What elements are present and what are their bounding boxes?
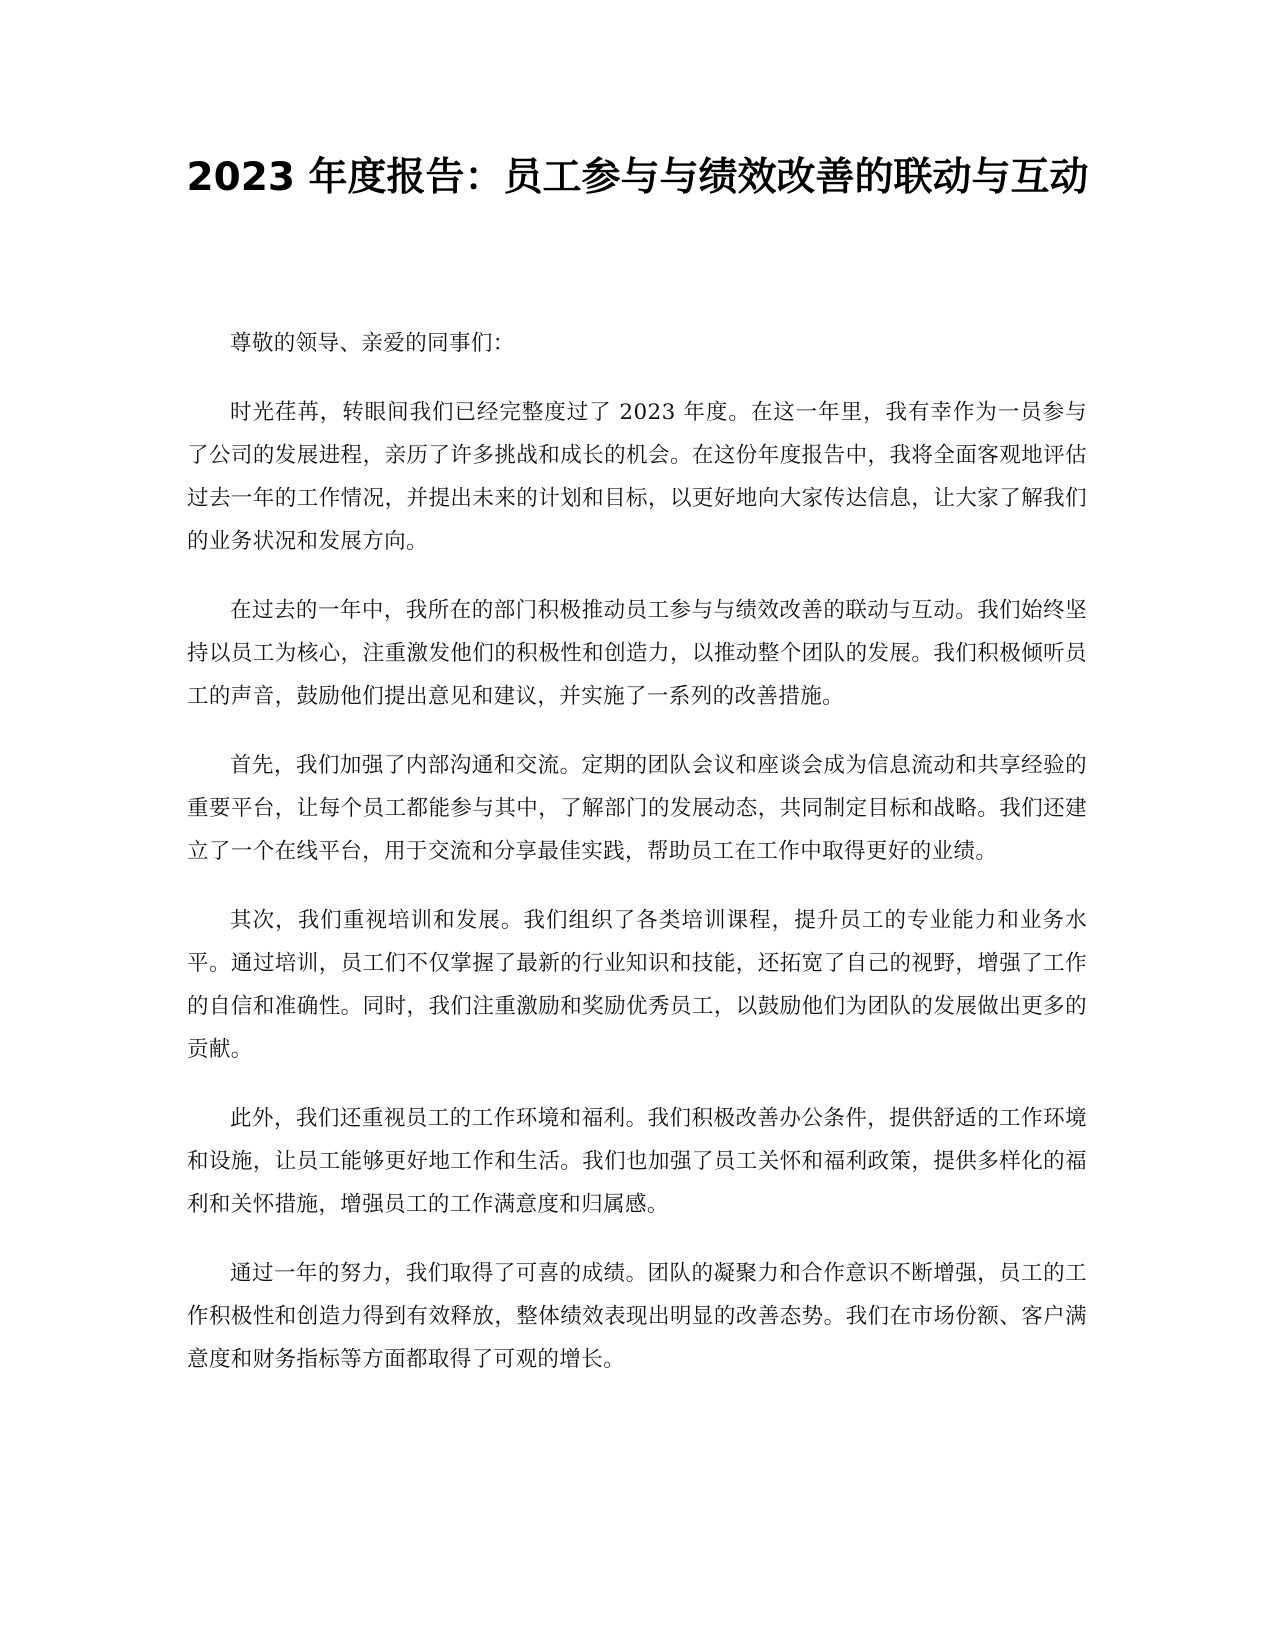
paragraph-intro: 时光荏苒，转眼间我们已经完整度过了 2023 年度。在这一年里，我有幸作为一员参与了公司的发展进程，亲历了许多挑战和成长的机会。在这份年度报告中，我将全面客观地评估过去一年的工作情况，并提出未来的计划和目标，以更好地向大家传达信息，让大家了解我们的业务状况和发展方向。 — [187, 400, 1087, 554]
paragraph-training: 其次，我们重视培训和发展。我们组织了各类培训课程，提升员工的专业能力和业务水平。通过培训，员工们不仅掌握了最新的行业知识和技能，还拓宽了自己的视野，增强了工作的自信和准确性。同时，我们注重激励和奖励优秀员工，以鼓励他们为团队的发展做出更多的贡献。 — [187, 908, 1087, 1062]
paragraph-communication: 首先，我们加强了内部沟通和交流。定期的团队会议和座谈会成为信息流动和共享经验的重要平台，让每个员工都能参与其中，了解部门的发展动态，共同制定目标和战略。我们还建立了一个在线平台，用于交流和分享最佳实践，帮助员工在工作中取得更好的业绩。 — [187, 753, 1087, 864]
paragraph-welfare: 此外，我们还重视员工的工作环境和福利。我们积极改善办公条件，提供舒适的工作环境和设施，让员工能够更好地工作和生活。我们也加强了员工关怀和福利政策，提供多样化的福利和关怀措施，增强员工的工作满意度和归属感。 — [187, 1106, 1087, 1217]
paragraph-results: 通过一年的努力，我们取得了可喜的成绩。团队的凝聚力和合作意识不断增强，员工的工作积极性和创造力得到有效释放，整体绩效表现出明显的改善态势。我们在市场份额、客户满意度和财务指标等方面都取得了可观的增长。 — [187, 1261, 1087, 1372]
document-body — [187, 322, 1087, 1407]
paragraph-greeting: 尊敬的领导、亲爱的同事们： — [230, 331, 515, 356]
paragraph-overview: 在过去的一年中，我所在的部门积极推动员工参与与绩效改善的联动与互动。我们始终坚持以员工为核心，注重激发他们的积极性和创造力，以推动整个团队的发展。我们积极倾听员工的声音，鼓励他们提出意见和建议，并实施了一系列的改善措施。 — [187, 598, 1087, 709]
document-title: 2023 年度报告：员工参与与绩效改善的联动与互动 — [186, 155, 1089, 200]
